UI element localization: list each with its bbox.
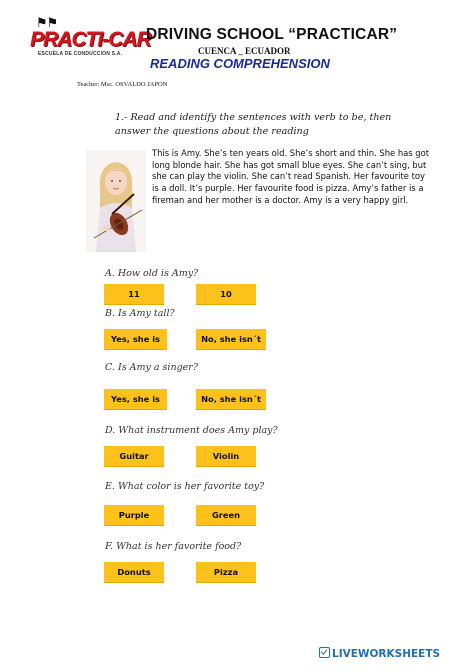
practicar-logo (30, 16, 151, 57)
answer-f-option-2[interactable]: Pizza (196, 562, 256, 582)
logo-subtext: ESCUELA DE CONDUCCION S.A. (38, 51, 123, 57)
question-c: C. Is Amy a singer? (105, 362, 198, 373)
answer-b-option-2[interactable]: No, she isn´t (196, 329, 266, 349)
answer-e-option-1[interactable]: Purple (104, 505, 164, 525)
girl-violin-illustration (86, 150, 146, 252)
checkered-flag-icon: ⚑⚑ (36, 16, 58, 31)
school-title: DRIVING SCHOOL “PRACTICAR” (146, 26, 398, 43)
answer-e-option-2[interactable]: Green (196, 505, 256, 525)
answer-f-option-1[interactable]: Donuts (104, 562, 164, 582)
answer-a-option-1[interactable]: 11 (104, 284, 164, 304)
question-f: F. What is her favorite food? (105, 541, 242, 552)
answer-d-option-1[interactable]: Guitar (104, 446, 164, 466)
teacher-label: Teacher: Msc. OSVALDO JAPON (77, 81, 168, 88)
city-label: CUENCA _ ECUADOR (198, 46, 291, 56)
footer-brand: LIVEWORKSHEETS (332, 648, 441, 660)
liveworksheets-logo (319, 647, 440, 660)
worksheet-title: READING COMPREHENSION (150, 56, 330, 71)
reading-passage: This is Amy. She’s ten years old. She’s short and thin. She has got long blonde hair. She has got small blue eyes. She can’t sing, but she can play the violin. She can’t read Spanish. Her favourite toy is a doll. It’s purple. Her favourite food is pizza. Amy’s father is a fireman and her mother is a doctor. Amy is a very happy girl. (152, 148, 430, 205)
logo-wordmark: PRACTI-CAR (30, 28, 151, 51)
question-a: A. How old is Amy? (105, 268, 199, 279)
answer-d-option-2[interactable]: Violin (196, 446, 256, 466)
answer-a-option-2[interactable]: 10 (196, 284, 256, 304)
question-e: E. What color is her favorite toy? (105, 481, 265, 492)
question-d: D. What instrument does Amy play? (105, 425, 278, 436)
answer-c-option-2[interactable]: No, she isn´t (196, 389, 266, 409)
girl-with-violin-photo (86, 150, 146, 252)
answer-c-option-1[interactable]: Yes, she is (104, 389, 167, 409)
question-b: B. Is Amy tall? (105, 308, 175, 319)
instruction-text: 1.- Read and identify the sentences with verb to be, then answer the questions about the reading (115, 112, 392, 137)
answer-b-option-1[interactable]: Yes, she is (104, 329, 167, 349)
checkbox-logo-icon (319, 647, 330, 658)
